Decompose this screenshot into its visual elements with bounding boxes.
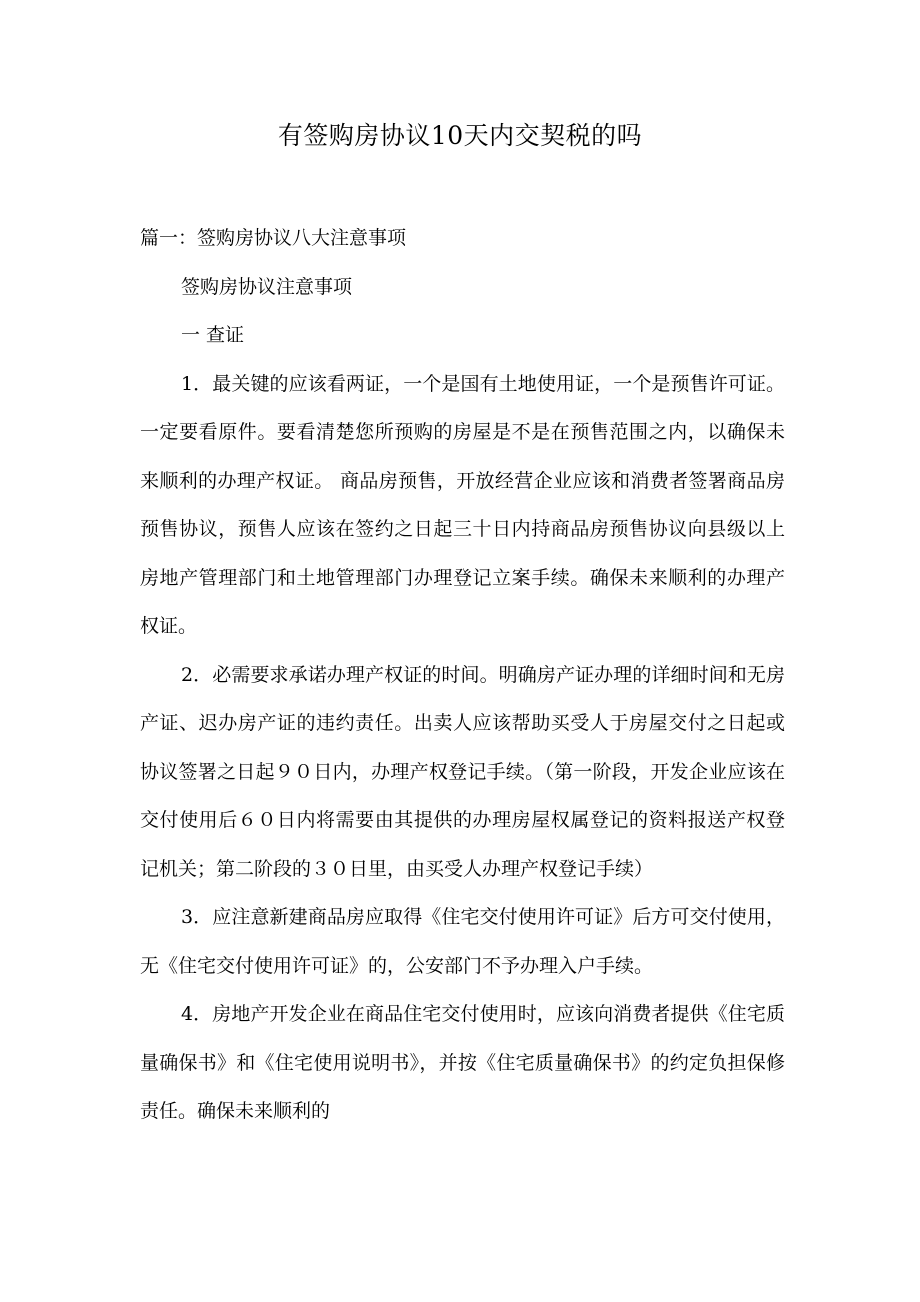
subheading-check-certificates: 一 查证 bbox=[181, 324, 245, 346]
subheading-notes: 签购房协议注意事项 bbox=[181, 275, 353, 298]
document-title: 有签购房协议10天内交契税的吗 bbox=[277, 121, 643, 150]
document-body bbox=[140, 214, 785, 1136]
paragraph-item-3: 3．应注意新建商品房应取得《住宅交付使用许可证》后方可交付使用，无《住宅交付使用许可证》的，公安部门不予办理入户手续。 bbox=[140, 906, 785, 977]
paragraph-item-2: 2．必需要求承诺办理产权证的时间。明确房产证办理的详细时间和无房产证、迟办房产证的违约责任。出卖人应该帮助买受人于房屋交付之日起或协议签署之日起９０日内，办理产权登记手续。（第一阶段，开发企业应该在交付使用后６０日内将需要由其提供的办理房屋权属登记的资料报送产权登记机关；第二阶段的３０日里，由买受人办理产权登记手续） bbox=[140, 663, 785, 880]
section-heading: 篇一：签购房协议八大注意事项 bbox=[140, 227, 407, 249]
paragraph-item-4: 4．房地产开发企业在商品住宅交付使用时，应该向消费者提供《住宅质量确保书》和《住宅使用说明书》，并按《住宅质量确保书》的约定负担保修责任。确保未来顺利的 bbox=[140, 1003, 785, 1122]
paragraph-item-1: 1．最关键的应该看两证，一个是国有土地使用证，一个是预售许可证。一定要看原件。要看清楚您所预购的房屋是不是在预售范围之内，以确保未来顺利的办理产权证。 商品房预售，开放经营企业应该和消费者签署商品房预售协议，预售人应该在签约之日起三十日内持商品房预售协议向县级以上房地产管理部门和土地管理部门办理登记立案手续。确保未来顺利的办理产权证。 bbox=[140, 372, 785, 637]
